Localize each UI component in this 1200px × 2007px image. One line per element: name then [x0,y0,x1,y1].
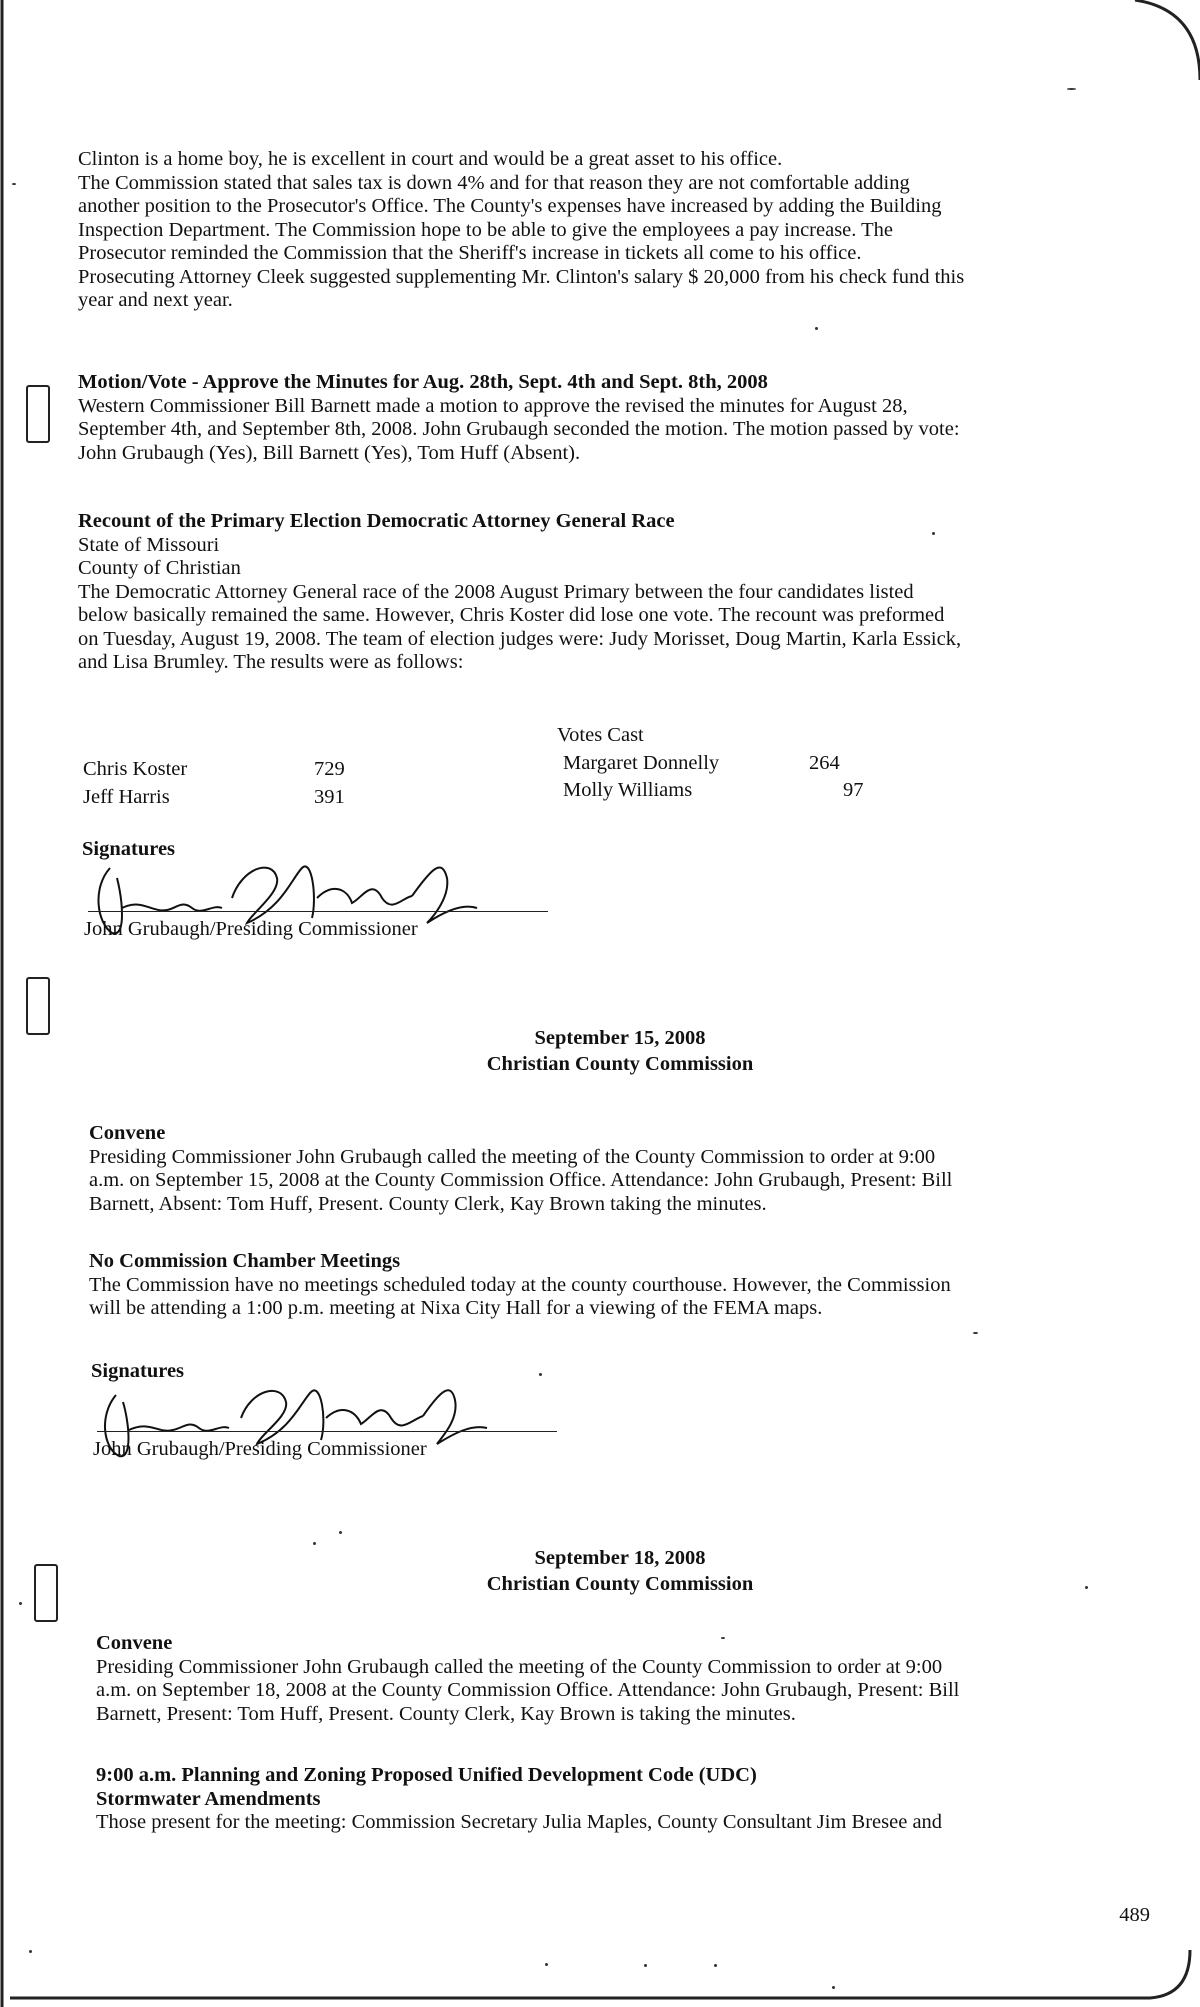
binder-hole-1 [26,385,50,443]
scan-speck [19,1602,22,1605]
text-line: Western Commissioner Bill Barnett made a motion to approve the revised the minutes for August 28, [78,394,908,417]
motion-section [78,371,1108,465]
sept15-convene-section [89,1122,1119,1216]
sept15-no-meetings-section [89,1250,1119,1321]
recount-heading: Recount of the Primary Election Democratic Attorney General Race [78,510,675,532]
scan-speck [339,1531,342,1534]
text-line: The Democratic Attorney General race of the 2008 August Primary between the four candidates listed [78,580,914,603]
text-line: will be attending a 1:00 p.m. meeting at Nixa City Hall for a viewing of the FEMA maps. [89,1297,823,1319]
text-line: Barnett, Present: Tom Huff, Present. County Clerk, Kay Brown is taking the minutes. [96,1702,796,1725]
text-line: Presiding Commissioner John Grubaugh called the meeting of the County Commission to order at 9:00 [89,1145,936,1168]
scan-speck [644,1964,647,1967]
signature-label: John Grubaugh/Presiding Commissioner [93,1438,427,1460]
text-line: John Grubaugh (Yes), Bill Barnett (Yes), Tom Huff (Absent). [78,441,581,464]
text-line: Those present for the meeting: Commission Secretary Julia Maples, County Consultant Jim Bresee and [96,1811,943,1833]
scan-speck [29,1950,32,1953]
candidate-name: Jeff Harris [83,786,170,808]
candidate-votes: 264 [809,752,840,774]
text-line: and Lisa Brumley. The results were as follows: [78,651,464,673]
votes-cast-header: Votes Cast [557,724,644,746]
text-line: The Commission have no meetings scheduled today at the county courthouse. However, the Commission [89,1273,951,1296]
stormwater-heading: Stormwater Amendments [96,1787,321,1810]
text-line: Clinton is a home boy, he is excellent in court and would be a great asset to his office. [78,148,783,170]
scan-speck [932,532,935,535]
meeting-body: Christian County Commission [486,1573,754,1595]
candidate-name: Molly Williams [563,779,693,801]
meeting-date: September 15, 2008 [534,1027,706,1049]
signature-line [88,911,548,912]
meeting-body: Christian County Commission [486,1053,754,1075]
text-line: Barnett, Absent: Tom Huff, Present. County Clerk, Kay Brown taking the minutes. [89,1192,767,1215]
scan-speck [1067,88,1076,90]
scan-speck [721,1637,725,1639]
text-line: Inspection Department. The Commission hope to be able to give the employees a pay increase. The [78,218,894,241]
udc-heading: 9:00 a.m. Planning and Zoning Proposed Unified Development Code (UDC) [96,1764,757,1786]
text-line: State of Missouri [78,533,220,556]
candidate-votes: 391 [314,786,345,808]
no-meetings-heading: No Commission Chamber Meetings [89,1250,401,1272]
candidate-name: Margaret Donnelly [563,752,720,774]
recount-section [78,510,1108,675]
text-line: Presiding Commissioner John Grubaugh called the meeting of the County Commission to order at 9:00 [96,1655,943,1678]
text-line: September 4th, and September 8th, 2008. John Grubaugh seconded the motion. The motion passed by vote: [78,418,960,440]
scan-speck [714,1964,717,1967]
signatures-heading: Signatures [91,1360,185,1382]
text-line: The Commission stated that sales tax is down 4% and for that reason they are not comfortable adding [78,171,910,194]
scan-speck [539,1373,542,1376]
convene-heading: Convene [96,1632,173,1654]
signature-line [97,1431,557,1432]
scan-speck [313,1542,316,1545]
scan-speck [973,1332,978,1334]
text-line: County of Christian [78,557,241,579]
signature-label: John Grubaugh/Presiding Commissioner [84,918,418,940]
motion-heading: Motion/Vote - Approve the Minutes for Aug. 28th, Sept. 4th and Sept. 8th, 2008 [78,371,768,393]
candidate-votes: 97 [843,779,864,801]
signatures-heading: Signatures [82,838,176,860]
convene-heading: Convene [89,1122,166,1144]
scan-speck [1085,1586,1088,1589]
text-line: a.m. on September 18, 2008 at the County Commission Office. Attendance: John Grubaugh, Present: Bill [96,1679,960,1701]
candidate-name: Chris Koster [83,758,188,780]
text-line: another position to the Prosecutor's Office. The County's expenses have increased by adding the Building [78,195,942,217]
text-line: on Tuesday, August 19, 2008. The team of election judges were: Judy Morisset, Doug Martin, Karla Essick, [78,627,962,650]
text-line: below basically remained the same. However, Chris Koster did lose one vote. The recount was preformed [78,604,945,626]
meeting-date: September 18, 2008 [534,1547,706,1569]
signature-block-2 [91,1360,571,1470]
text-line: Prosecutor reminded the Commission that the Sheriff's increase in tickets all come to his office. [78,242,862,264]
scan-speck [12,183,16,185]
udc-section [96,1764,1126,1835]
scan-speck [545,1963,548,1966]
signature-block-1 [82,838,562,948]
text-line: a.m. on September 15, 2008 at the County Commission Office. Attendance: John Grubaugh, Present: Bill [89,1169,953,1191]
text-line: year and next year. [78,289,233,311]
scan-speck [815,327,818,330]
text-line: Prosecuting Attorney Cleek suggested supplementing Mr. Clinton's salary $ 20,000 from his check fund this [78,265,965,288]
scan-speck [832,1986,835,1989]
intro-paragraph [78,148,1108,313]
page-number: 489 [1119,1904,1150,1926]
candidate-votes: 729 [314,758,345,780]
sept18-convene-section [96,1632,1126,1726]
